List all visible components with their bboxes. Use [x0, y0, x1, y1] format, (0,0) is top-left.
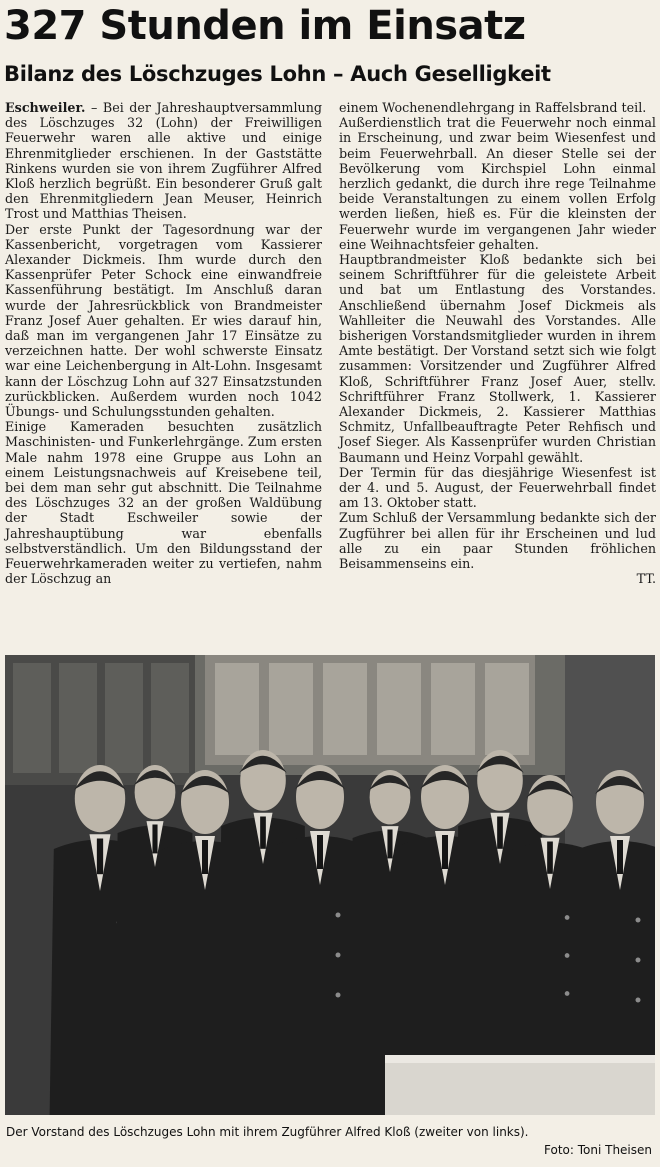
person-tie: [260, 817, 266, 849]
window-pane: [485, 663, 529, 755]
table: [385, 1060, 655, 1115]
person-tie: [547, 842, 553, 874]
group-photo-illustration: [5, 655, 655, 1115]
person-tie: [442, 835, 448, 869]
left-window-pane: [59, 663, 97, 773]
window-pane: [377, 663, 421, 755]
subheadline: Bilanz des Löschzuges Lohn – Auch Geselligkeit: [4, 62, 551, 86]
uniform-button: [336, 993, 341, 998]
article-paragraph: einem Wochenendlehrgang in Raffelsbrand teil.: [339, 100, 647, 115]
left-window-pane: [105, 663, 143, 773]
person-tie: [202, 840, 208, 874]
uniform-button: [565, 915, 570, 920]
dateline: Eschweiler.: [5, 100, 86, 115]
article-paragraph: Der erste Punkt der Tagesordnung war der Kassenbericht, vorgetragen vom Kassierer Alexander Dickmeis. Ihm wurde durch den Kassenprüfer Peter Schock eine einwandfreie Kassenführung bestätigt. Im Anschluß daran wurde der Jahresrückblick von Brandmeister Franz Josef Auer gehalten. Er wies darauf hin, daß man im vergangenen Jahr 17 Einsätze zu verzeichnen hatte. Der wohl schwerste Einsatz war eine Leichenbergung in Alt-Lohn. Insgesamt kann der Löschzug Lohn auf 327 Einsatzstunden zurückblicken. Außerdem wurden noch 1042 Übungs- und Schulungsstunden gehalten.: [5, 221, 322, 420]
uniform-button: [336, 913, 341, 918]
left-window-pane: [151, 663, 189, 773]
signature-line: [339, 571, 656, 586]
person-tie: [152, 825, 157, 854]
closing-paragraph: Zum Schluß der Versammlung bedankte sich der Zugführer bei allen für ihr Erscheinen und lud alle zu ein paar Stunden fröhlichen Beisammenseins ein.: [339, 510, 656, 572]
article-paragraph: Hauptbrandmeister Kloß bedankte sich bei seinem Schriftführer für die geleistete Arbeit und bat um Entlastung des Vorstandes. Anschließend übernahm Josef Dickmeis als Wahlleiter die Neuwahl des Vorstandes. Alle bisherigen Vorstandsmitglieder wurden in ihrem Amte bestätigt. Der Vorstand setzt sich wie folgt zusammen: Vorsitzender und Zugführer Alfred Kloß, Schriftführer Franz Josef Auer, stellv. Schriftführer Franz Stollwerk, 1. Kassierer Alexander Dickmeis, 2. Kassierer Matthias Schmitz, Unfallbeauftragte Peter Rehfisch und Josef Sieger. Als Kassenprüfer wurden Christian Baumann und Heinz Vorpahl gewählt.: [339, 252, 656, 465]
person-tie: [317, 835, 323, 869]
photo-caption: Der Vorstand des Löschzuges Lohn mit ihrem Zugführer Alfred Kloß (zweiter von links).: [6, 1125, 529, 1139]
uniform-button: [336, 953, 341, 958]
article-paragraph: Einige Kameraden besuchten zusätzlich Maschinisten- und Funkerlehrgänge. Zum ersten Male nahm 1978 eine Gruppe aus Lohn an einem Leistungsnachweis auf Kreisebene teil, bei dem man sehr gut abschnitt. Die Teilnahme des Löschzuges 32 an der großen Waldübung der Stadt Eschweiler sowie der Jahreshauptübung war ebenfalls selbstverständlich. Um den Bildungsstand der Feuerwehrkameraden weiter zu vertiefen, nahm der Löschzug an: [5, 419, 322, 587]
window-pane: [269, 663, 313, 755]
article-column-right: [339, 100, 656, 587]
person-tie: [497, 817, 503, 849]
signature: TT.: [636, 571, 656, 587]
uniform-button: [636, 918, 641, 923]
uniform-button: [565, 991, 570, 996]
uniform-button: [565, 953, 570, 958]
article-paragraph: Außerdienstlich trat die Feuerwehr noch einmal in Erscheinung, und zwar beim Wiesenfest und beim Feuerwehrball. An dieser Stelle sei der Bevölkerung vom Kirchspiel Lohn einmal herzlich gedankt, die durch ihre rege Teilnahme beide Veranstaltungen zu einem vollen Erfolg werden ließen, hieß es. Für die kleinsten der Feuerwehr wurde im vergangenen Jahr wieder eine Weihnachtsfeier gehalten.: [339, 115, 656, 252]
group-photo: [5, 655, 655, 1115]
uniform-button: [636, 958, 641, 963]
left-window-pane: [13, 663, 51, 773]
article-paragraph: Der Termin für das diesjährige Wiesenfest ist der 4. und 5. August, der Feuerwehrball findet am 13. Oktober statt.: [339, 464, 656, 511]
table-edge: [385, 1055, 655, 1063]
window-pane: [323, 663, 367, 755]
uniform-button: [636, 998, 641, 1003]
headline: 327 Stunden im Einsatz: [4, 3, 526, 49]
article-column-left: [5, 100, 322, 587]
person-tie: [97, 839, 103, 875]
photo-credit: Foto: Toni Theisen: [544, 1143, 652, 1157]
window-pane: [215, 663, 259, 755]
window-pane: [431, 663, 475, 755]
person-tie: [617, 840, 623, 874]
person-tie: [387, 830, 392, 859]
article-paragraph: Eschweiler. – Bei der Jahreshauptversammlung des Löschzuges 32 (Lohn) der Freiwilligen Feuerwehr waren alle aktive und einige Ehrenmitglieder erschienen. In der Gaststätte Rinkens wurden sie von ihrem Zugführer Alfred Kloß herzlich begrüßt. Ein besonderer Gruß galt den Ehrenmitgliedern Jean Meuser, Heinrich Trost und Matthias Theisen.: [5, 100, 322, 222]
